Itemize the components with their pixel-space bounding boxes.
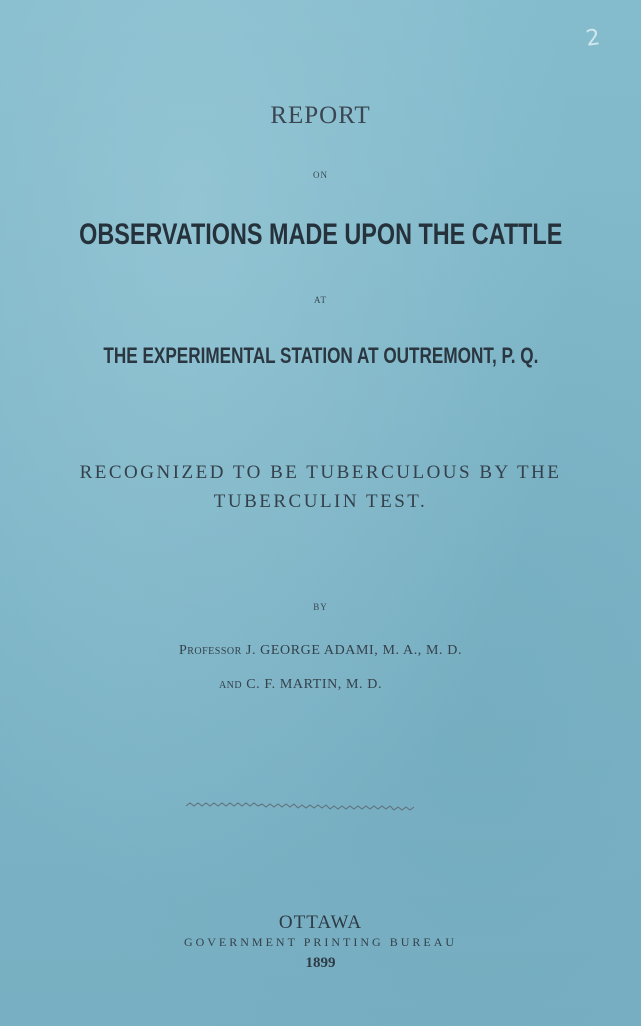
author-line-1 <box>0 643 641 659</box>
author1-prefix: Professor <box>178 643 242 658</box>
subtitle-line-1: RECOGNIZED TO BE TUBERCULOUS BY THE <box>79 462 562 483</box>
at-word: AT <box>314 295 327 305</box>
author-line-2 <box>0 677 641 693</box>
author2-name: C. F. MARTIN, M. D. <box>246 677 383 692</box>
imprint-city: OTTAWA <box>278 912 363 933</box>
main-title <box>0 218 641 252</box>
imprint-year: 1899 <box>305 955 336 971</box>
imprint-printer: GOVERNMENT PRINTING BUREAU <box>183 935 458 949</box>
station-title <box>0 343 641 369</box>
pencil-page-number: 2 <box>584 25 602 52</box>
station-title-text: THE EXPERIMENTAL STATION AT OUTREMONT, P. Q. <box>102 343 539 368</box>
subtitle-line-2: TUBERCULIN TEST. <box>213 491 428 512</box>
ornamental-rule <box>186 801 414 813</box>
main-title-text: OBSERVATIONS MADE UPON THE CATTLE <box>78 218 563 251</box>
on-word: ON <box>313 170 328 180</box>
report-heading: REPORT <box>270 102 371 129</box>
author1-name: J. GEORGE ADAMI, M. A., M. D. <box>245 643 463 658</box>
author2-prefix: and <box>218 677 243 692</box>
by-word: BY <box>313 602 328 612</box>
